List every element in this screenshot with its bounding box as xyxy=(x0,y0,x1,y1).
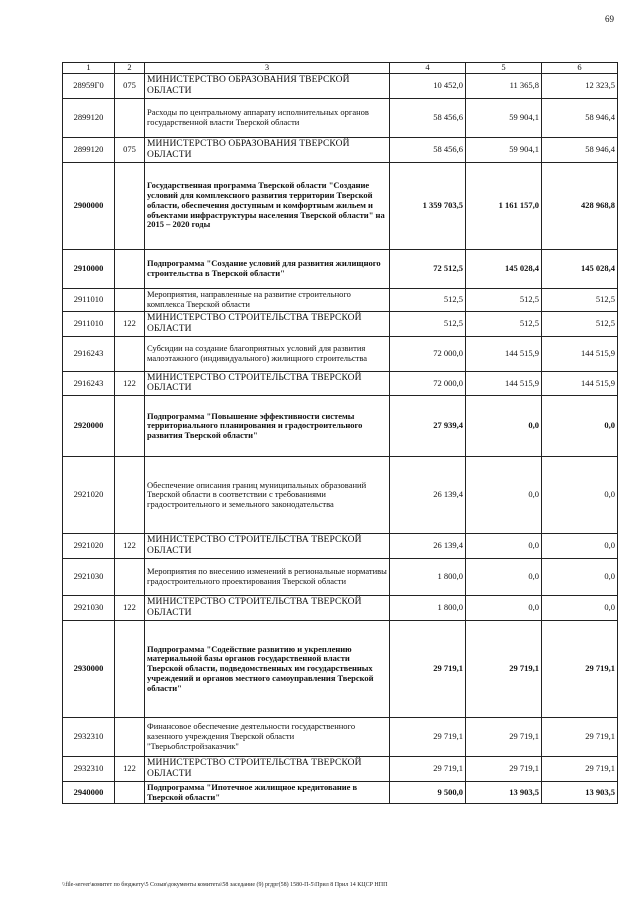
row-name-cell: Подпрограмма "Ипотечное жилищное кредитование в Тверской области" xyxy=(145,781,390,804)
row-value-cell: 29 719,1 xyxy=(390,757,466,782)
row-value-cell: 0,0 xyxy=(466,596,542,621)
row-code-cell: 2900000 xyxy=(63,162,115,249)
table-row xyxy=(63,559,618,596)
row-vr-cell xyxy=(115,336,145,371)
row-name-cell: Финансовое обеспечение деятельности государственного казенного учреждения Тверской области "Тверьоблстройзаказчик" xyxy=(145,718,390,757)
table-row xyxy=(63,336,618,371)
row-value-cell: 0,0 xyxy=(542,396,618,457)
row-value-cell: 29 719,1 xyxy=(466,621,542,718)
row-vr-cell xyxy=(115,621,145,718)
row-value-cell: 58 456,6 xyxy=(390,98,466,137)
page-number: 69 xyxy=(605,14,614,24)
row-vr-cell: 122 xyxy=(115,534,145,559)
row-value-cell: 0,0 xyxy=(542,534,618,559)
row-code-cell: 2910000 xyxy=(63,249,115,288)
header-cell: 6 xyxy=(542,63,618,74)
row-vr-cell xyxy=(115,457,145,534)
row-vr-cell: 075 xyxy=(115,74,145,99)
row-value-cell: 11 365,8 xyxy=(466,74,542,99)
table-row xyxy=(63,74,618,99)
row-name-cell: МИНИСТЕРСТВО СТРОИТЕЛЬСТВА ТВЕРСКОЙ ОБЛАСТИ xyxy=(145,596,390,621)
table-row xyxy=(63,396,618,457)
row-value-cell: 10 452,0 xyxy=(390,74,466,99)
row-value-cell: 512,5 xyxy=(466,288,542,311)
row-vr-cell: 122 xyxy=(115,311,145,336)
row-code-cell: 2940000 xyxy=(63,781,115,804)
table-row xyxy=(63,249,618,288)
row-name-cell: Мероприятия по внесению изменений в региональные нормативы градостроительного проектирования Тверской области xyxy=(145,559,390,596)
row-value-cell: 144 515,9 xyxy=(466,336,542,371)
row-value-cell: 0,0 xyxy=(542,596,618,621)
row-name-cell: Подпрограмма "Содействие развитию и укреплению материальной базы органов государственной власти Тверской области, подведомственных им государственных учреждений и органов местного самоуправления Тверской области" xyxy=(145,621,390,718)
row-value-cell: 1 800,0 xyxy=(390,596,466,621)
row-value-cell: 144 515,9 xyxy=(542,336,618,371)
row-value-cell: 1 161 157,0 xyxy=(466,162,542,249)
row-name-cell: Обеспечение описания границ муниципальных образований Тверской области в соответствии с требованиями градостроительного и земельного законодательства xyxy=(145,457,390,534)
row-value-cell: 0,0 xyxy=(466,534,542,559)
row-value-cell: 29 719,1 xyxy=(390,621,466,718)
row-vr-cell: 075 xyxy=(115,137,145,162)
row-value-cell: 428 968,8 xyxy=(542,162,618,249)
table-row xyxy=(63,781,618,804)
row-code-cell: 2911010 xyxy=(63,288,115,311)
row-value-cell: 1 800,0 xyxy=(390,559,466,596)
row-name-cell: Мероприятия, направленные на развитие строительного комплекса Тверской области xyxy=(145,288,390,311)
row-code-cell: 2932310 xyxy=(63,718,115,757)
row-value-cell: 144 515,9 xyxy=(466,371,542,396)
row-code-cell: 2932310 xyxy=(63,757,115,782)
row-name-cell: Расходы по центральному аппарату исполнительных органов государственной власти Тверской области xyxy=(145,98,390,137)
row-value-cell: 145 028,4 xyxy=(542,249,618,288)
row-value-cell: 58 946,4 xyxy=(542,98,618,137)
row-name-cell: МИНИСТЕРСТВО СТРОИТЕЛЬСТВА ТВЕРСКОЙ ОБЛАСТИ xyxy=(145,371,390,396)
row-code-cell: 2921030 xyxy=(63,596,115,621)
row-vr-cell xyxy=(115,288,145,311)
row-name-cell: МИНИСТЕРСТВО СТРОИТЕЛЬСТВА ТВЕРСКОЙ ОБЛАСТИ xyxy=(145,534,390,559)
row-value-cell: 1 359 703,5 xyxy=(390,162,466,249)
row-name-cell: МИНИСТЕРСТВО ОБРАЗОВАНИЯ ТВЕРСКОЙ ОБЛАСТИ xyxy=(145,137,390,162)
row-value-cell: 0,0 xyxy=(542,559,618,596)
row-value-cell: 26 139,4 xyxy=(390,534,466,559)
row-vr-cell xyxy=(115,396,145,457)
header-cell: 1 xyxy=(63,63,115,74)
row-code-cell: 2920000 xyxy=(63,396,115,457)
row-value-cell: 72 512,5 xyxy=(390,249,466,288)
table-row xyxy=(63,534,618,559)
row-code-cell: 28959Г0 xyxy=(63,74,115,99)
table-row xyxy=(63,98,618,137)
row-code-cell: 2921020 xyxy=(63,457,115,534)
row-code-cell: 2916243 xyxy=(63,371,115,396)
row-value-cell: 29 719,1 xyxy=(466,757,542,782)
row-value-cell: 512,5 xyxy=(390,311,466,336)
row-code-cell: 2921020 xyxy=(63,534,115,559)
table-header-row xyxy=(63,63,618,74)
row-value-cell: 0,0 xyxy=(466,559,542,596)
row-value-cell: 29 719,1 xyxy=(542,621,618,718)
row-code-cell: 2911010 xyxy=(63,311,115,336)
row-code-cell: 2899120 xyxy=(63,98,115,137)
row-value-cell: 29 719,1 xyxy=(466,718,542,757)
row-value-cell: 72 000,0 xyxy=(390,336,466,371)
row-vr-cell xyxy=(115,249,145,288)
row-value-cell: 144 515,9 xyxy=(542,371,618,396)
row-value-cell: 58 946,4 xyxy=(542,137,618,162)
row-name-cell: МИНИСТЕРСТВО СТРОИТЕЛЬСТВА ТВЕРСКОЙ ОБЛАСТИ xyxy=(145,311,390,336)
row-value-cell: 0,0 xyxy=(542,457,618,534)
row-name-cell: Подпрограмма "Повышение эффективности системы территориального планирования и градостроительного развития Тверской области" xyxy=(145,396,390,457)
row-code-cell: 2921030 xyxy=(63,559,115,596)
row-name-cell: МИНИСТЕРСТВО СТРОИТЕЛЬСТВА ТВЕРСКОЙ ОБЛАСТИ xyxy=(145,757,390,782)
row-name-cell: Государственная программа Тверской области "Создание условий для комплексного развития территории Тверской области, обеспечения доступным и комфортным жильем и объектами инфраструктуры населения Тверской области" на 2015 – 2020 годы xyxy=(145,162,390,249)
row-value-cell: 13 903,5 xyxy=(466,781,542,804)
row-vr-cell xyxy=(115,781,145,804)
row-code-cell: 2899120 xyxy=(63,137,115,162)
row-vr-cell: 122 xyxy=(115,371,145,396)
row-vr-cell xyxy=(115,718,145,757)
table-row xyxy=(63,288,618,311)
row-code-cell: 2916243 xyxy=(63,336,115,371)
row-value-cell: 512,5 xyxy=(542,288,618,311)
row-value-cell: 0,0 xyxy=(466,457,542,534)
row-value-cell: 26 139,4 xyxy=(390,457,466,534)
row-vr-cell xyxy=(115,559,145,596)
row-value-cell: 29 719,1 xyxy=(542,718,618,757)
header-cell: 4 xyxy=(390,63,466,74)
budget-table xyxy=(62,62,618,804)
row-vr-cell: 122 xyxy=(115,596,145,621)
row-value-cell: 512,5 xyxy=(542,311,618,336)
row-vr-cell xyxy=(115,162,145,249)
file-path-footer: \\file-server\комитет по бюджету\5 Созыв\документы комитета\58 заседание (9) ргдрг(58) 1580-П-5\Прил 8 Прил 14 КЦСР НПП xyxy=(62,882,388,888)
row-vr-cell: 122 xyxy=(115,757,145,782)
row-value-cell: 58 456,6 xyxy=(390,137,466,162)
table-row xyxy=(63,457,618,534)
row-value-cell: 0,0 xyxy=(466,396,542,457)
header-cell: 5 xyxy=(466,63,542,74)
table-row xyxy=(63,757,618,782)
header-cell: 3 xyxy=(145,63,390,74)
row-value-cell: 145 028,4 xyxy=(466,249,542,288)
row-value-cell: 59 904,1 xyxy=(466,137,542,162)
row-value-cell: 29 719,1 xyxy=(542,757,618,782)
row-value-cell: 13 903,5 xyxy=(542,781,618,804)
row-value-cell: 512,5 xyxy=(466,311,542,336)
row-vr-cell xyxy=(115,98,145,137)
header-cell: 2 xyxy=(115,63,145,74)
table-row xyxy=(63,621,618,718)
table-row xyxy=(63,137,618,162)
row-name-cell: Субсидии на создание благоприятных условий для развития малоэтажного (индивидуального) жилищного строительства xyxy=(145,336,390,371)
row-value-cell: 59 904,1 xyxy=(466,98,542,137)
table-row xyxy=(63,371,618,396)
table-row xyxy=(63,718,618,757)
row-value-cell: 72 000,0 xyxy=(390,371,466,396)
row-value-cell: 512,5 xyxy=(390,288,466,311)
row-code-cell: 2930000 xyxy=(63,621,115,718)
table-row xyxy=(63,311,618,336)
row-name-cell: Подпрограмма "Создание условий для развития жилищного строительства в Тверской области" xyxy=(145,249,390,288)
row-name-cell: МИНИСТЕРСТВО ОБРАЗОВАНИЯ ТВЕРСКОЙ ОБЛАСТИ xyxy=(145,74,390,99)
row-value-cell: 12 323,5 xyxy=(542,74,618,99)
table-row xyxy=(63,162,618,249)
row-value-cell: 29 719,1 xyxy=(390,718,466,757)
table-row xyxy=(63,596,618,621)
row-value-cell: 9 500,0 xyxy=(390,781,466,804)
row-value-cell: 27 939,4 xyxy=(390,396,466,457)
